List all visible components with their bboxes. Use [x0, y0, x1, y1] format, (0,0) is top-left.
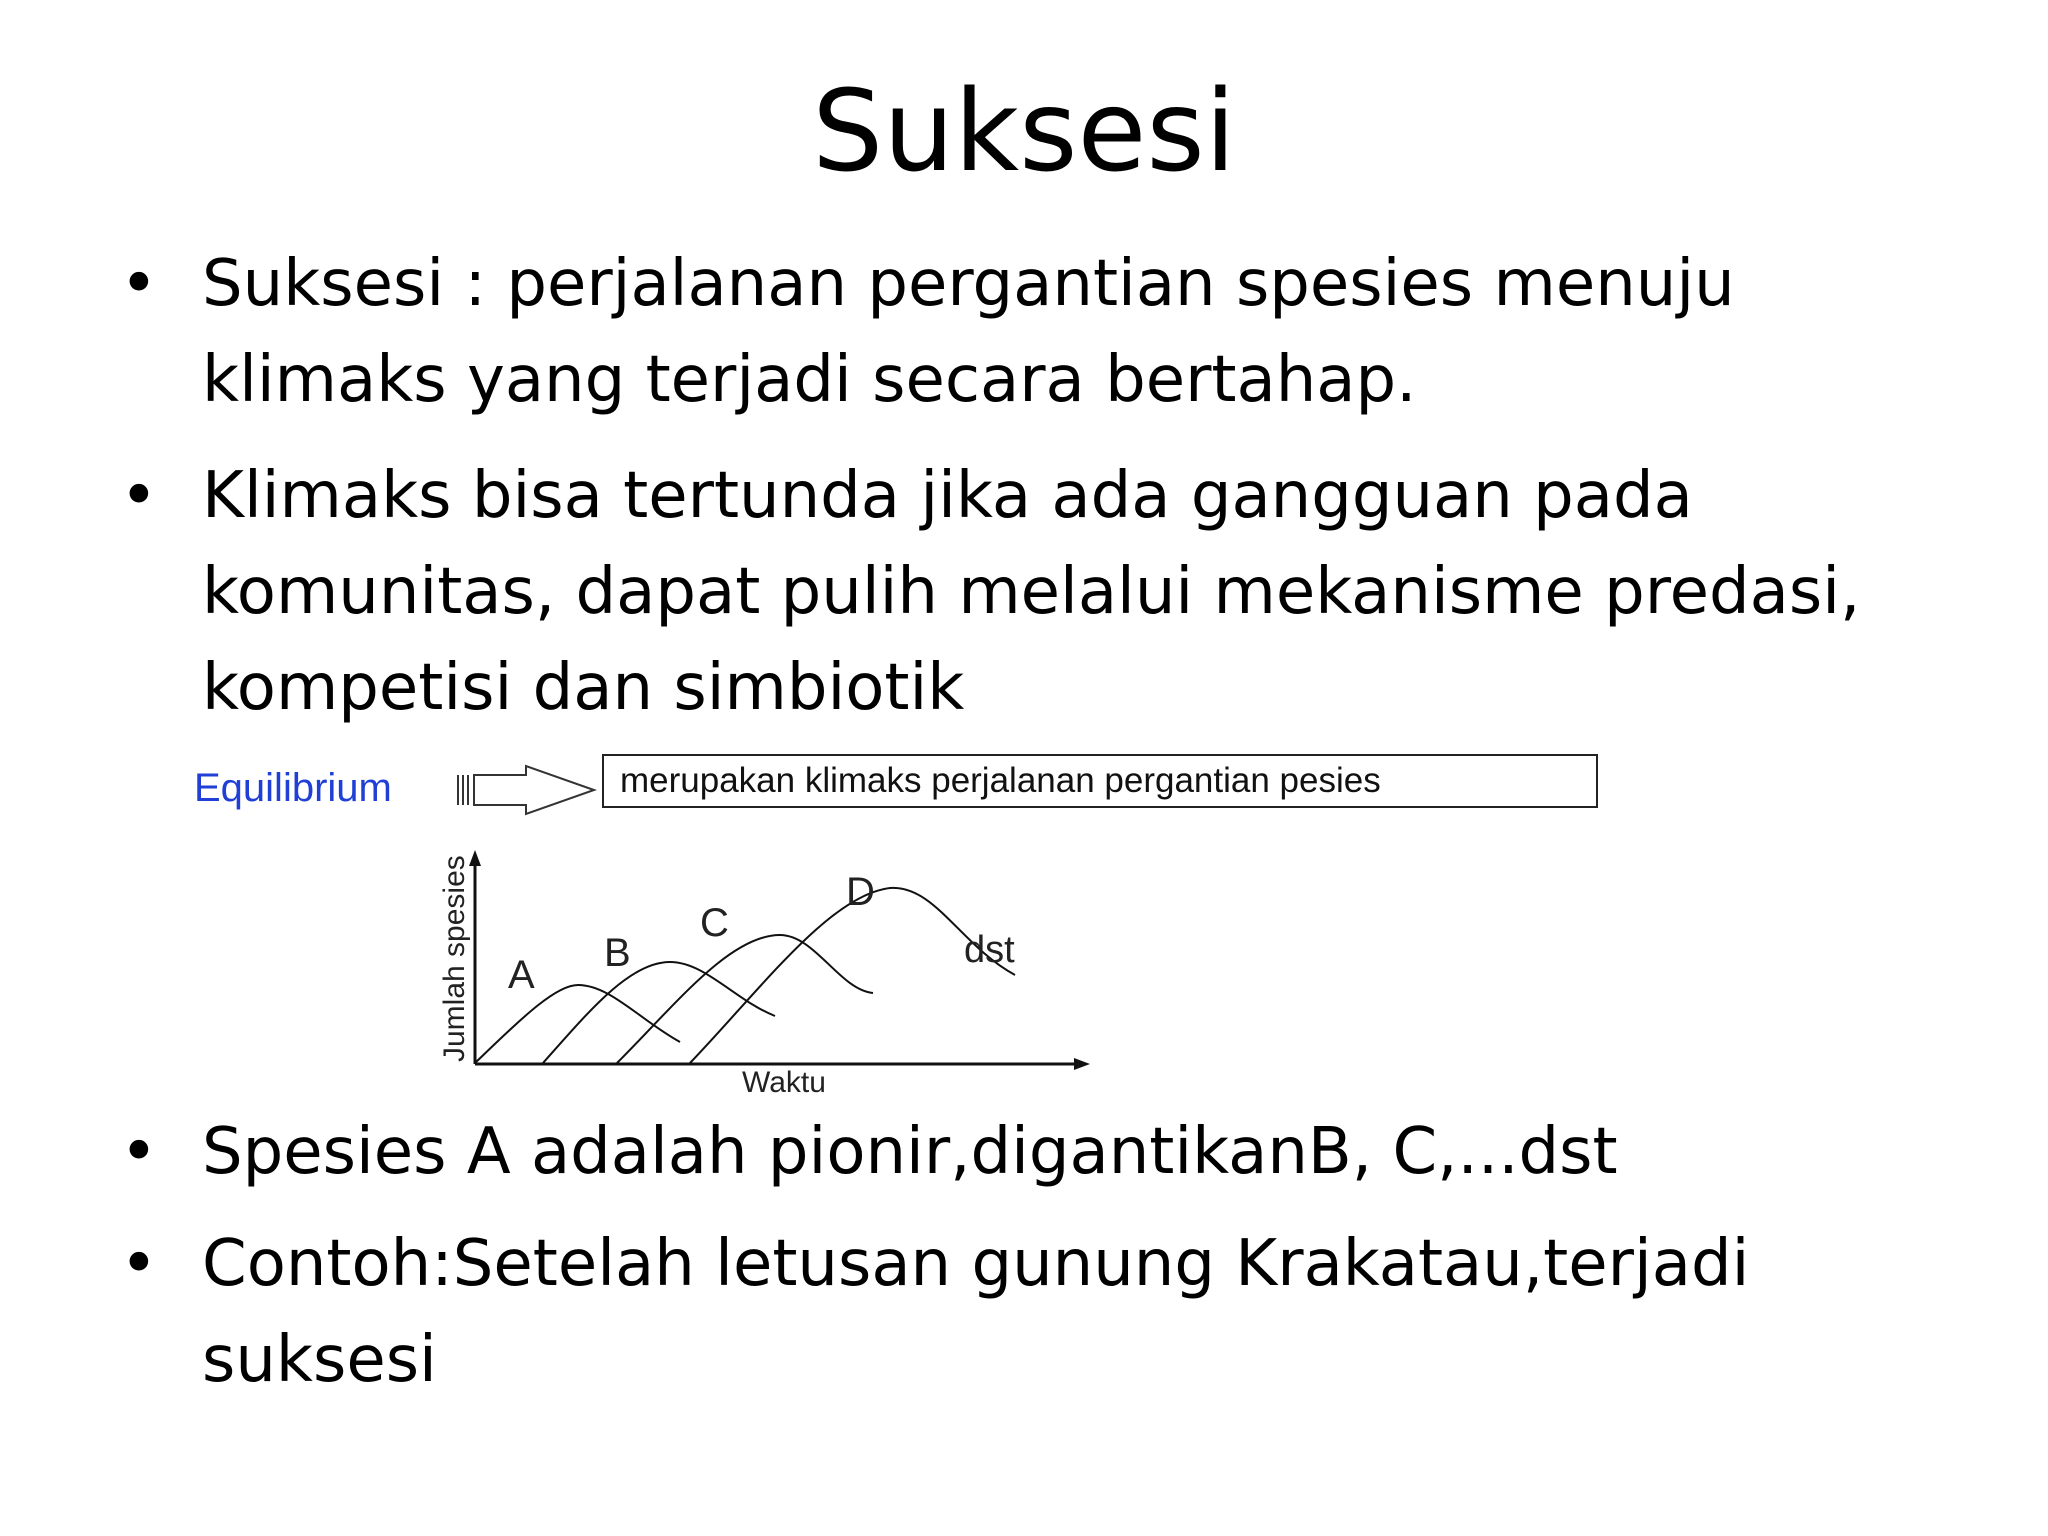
curve-b: [543, 962, 775, 1063]
bullet-symbol: •: [120, 1227, 158, 1301]
bullet-text: Suksesi : perjalanan pergantian spesies menuju klimaks yang terjadi secara bertahap.: [202, 247, 1735, 417]
bullet-text: Spesies A adalah pionir,digantikanB, C,...dst: [202, 1115, 1618, 1189]
species-curves: [475, 888, 1015, 1063]
curve-label-dst: dst: [964, 929, 1015, 971]
bullet-symbol: •: [120, 459, 158, 533]
bullet-item: [120, 1216, 1910, 1408]
bullet-item: [120, 1104, 1910, 1200]
bullet-symbol: •: [120, 1115, 158, 1189]
equilibrium-label: Equilibrium: [194, 766, 392, 810]
curve-label-d: D: [846, 870, 875, 914]
y-axis-label: Jumlah spesies: [438, 855, 471, 1062]
curve-d: [690, 888, 1015, 1063]
curve-label-b: B: [604, 931, 631, 975]
definition-box: merupakan klimaks perjalanan pergantian pesies: [602, 754, 1598, 808]
x-axis-label: Waktu: [742, 1066, 826, 1099]
bullet-symbol: •: [120, 247, 158, 321]
slide-title: Suksesi: [812, 67, 1236, 197]
bullet-text: Klimaks bisa tertunda jika ada gangguan pada komunitas, dapat pulih melalui mekanisme predasi, kompetisi dan simbiotik: [202, 459, 1861, 725]
bullet-text: Contoh:Setelah letusan gunung Krakatau,terjadi suksesi: [202, 1227, 1750, 1397]
curve-label-c: C: [700, 901, 729, 945]
curve-label-a: A: [508, 953, 535, 997]
arrow-icon: [458, 766, 594, 814]
